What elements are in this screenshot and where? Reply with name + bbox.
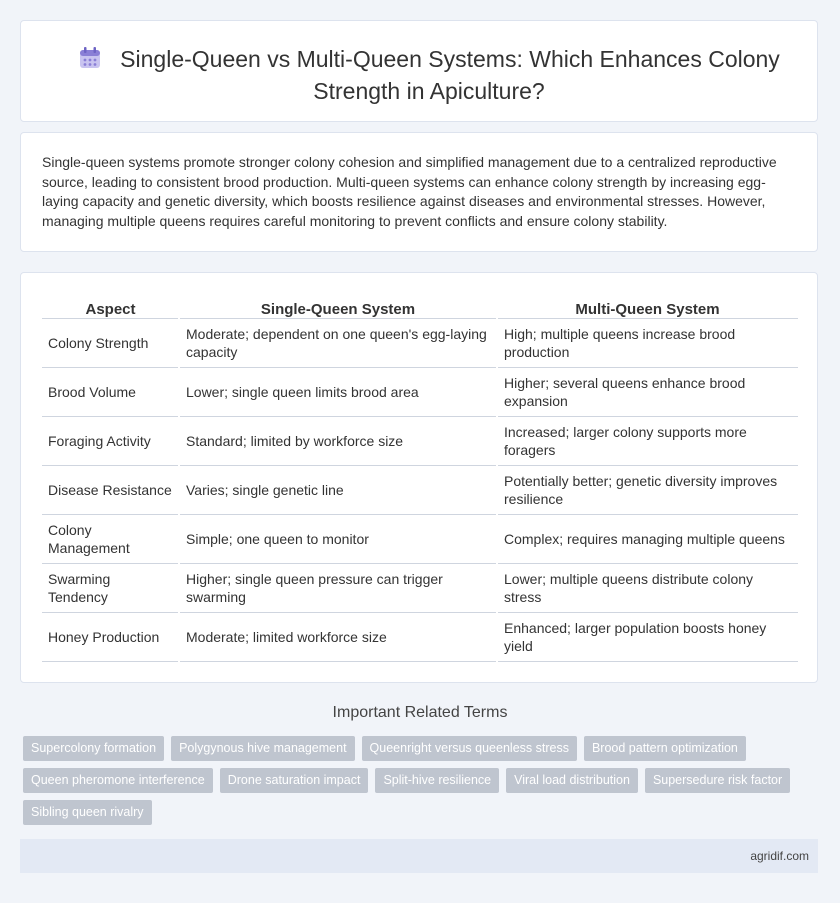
cell-aspect: Colony Management <box>42 515 179 564</box>
header-aspect: Aspect <box>42 296 179 319</box>
cell-multi-queen: Increased; larger colony supports more foragers <box>497 417 798 466</box>
table-row <box>42 368 798 417</box>
cell-single-queen: Varies; single genetic line <box>179 466 497 515</box>
cell-aspect: Foraging Activity <box>42 417 179 466</box>
cell-multi-queen: Higher; several queens enhance brood expansion <box>497 368 798 417</box>
cell-aspect: Disease Resistance <box>42 466 179 515</box>
cell-single-queen: Simple; one queen to monitor <box>179 515 497 564</box>
cell-multi-queen: Potentially better; genetic diversity improves resilience <box>497 466 798 515</box>
calendar-icon <box>78 46 102 77</box>
related-term-tag[interactable]: Sibling queen rivalry <box>23 800 152 825</box>
header-multi-queen: Multi-Queen System <box>497 296 798 319</box>
related-term-tag[interactable]: Brood pattern optimization <box>584 736 746 761</box>
related-term-tag[interactable]: Queen pheromone interference <box>23 768 213 793</box>
related-terms-heading: Important Related Terms <box>332 704 508 721</box>
related-term-tag[interactable]: Queenright versus queenless stress <box>362 736 577 761</box>
intro-card <box>20 132 818 252</box>
cell-single-queen: Moderate; limited workforce size <box>179 613 497 662</box>
footer <box>20 839 818 873</box>
table-row <box>42 466 798 515</box>
related-term-tag[interactable]: Viral load distribution <box>506 768 638 793</box>
cell-single-queen: Moderate; dependent on one queen's egg-laying capacity <box>179 319 497 368</box>
related-term-tag[interactable]: Polygynous hive management <box>171 736 354 761</box>
cell-multi-queen: High; multiple queens increase brood production <box>497 319 798 368</box>
cell-multi-queen: Lower; multiple queens distribute colony stress <box>497 564 798 613</box>
table-row <box>42 319 798 368</box>
cell-aspect: Colony Strength <box>42 319 179 368</box>
cell-single-queen: Higher; single queen pressure can trigger swarming <box>179 564 497 613</box>
page-title <box>61 45 797 106</box>
related-term-tag[interactable]: Split-hive resilience <box>375 768 499 793</box>
table-row <box>42 515 798 564</box>
related-term-tag[interactable]: Drone saturation impact <box>220 768 369 793</box>
cell-aspect: Honey Production <box>42 613 179 662</box>
related-terms-list <box>23 736 803 832</box>
table-row <box>42 613 798 662</box>
cell-multi-queen: Enhanced; larger population boosts honey yield <box>497 613 798 662</box>
table-row <box>42 417 798 466</box>
footer-site-name[interactable]: agridif.com <box>750 849 809 863</box>
cell-single-queen: Lower; single queen limits brood area <box>179 368 497 417</box>
title-card <box>20 20 818 122</box>
comparison-table <box>42 296 798 662</box>
cell-multi-queen: Complex; requires managing multiple queens <box>497 515 798 564</box>
cell-aspect: Swarming Tendency <box>42 564 179 613</box>
cell-single-queen: Standard; limited by workforce size <box>179 417 497 466</box>
table-header-row <box>42 296 798 319</box>
table-row <box>42 564 798 613</box>
header-single-queen: Single-Queen System <box>179 296 497 319</box>
comparison-table-card <box>20 272 818 683</box>
intro-paragraph: Single-queen systems promote stronger colony cohesion and simplified management due to a centralized reproductive source, leading to consistent brood production. Multi-queen systems can enhance colony strength by increasing egg-laying capacity and genetic diversity, which boosts resilience against diseases and environmental stresses. However, managing multiple queens requires careful monitoring to prevent conflicts and ensure colony stability. <box>42 154 777 229</box>
related-term-tag[interactable]: Supersedure risk factor <box>645 768 790 793</box>
page-title-text: Single-Queen vs Multi-Queen Systems: Which Enhances Colony Strength in Apiculture? <box>120 46 780 104</box>
related-term-tag[interactable]: Supercolony formation <box>23 736 164 761</box>
cell-aspect: Brood Volume <box>42 368 179 417</box>
